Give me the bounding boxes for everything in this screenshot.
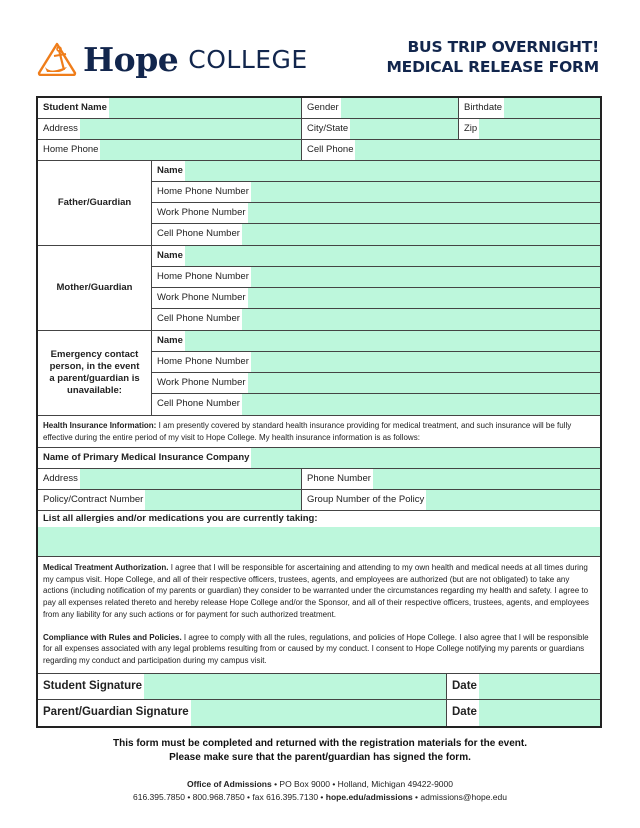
website-link[interactable]: hope.edu/admissions [325, 792, 413, 802]
student-signature-input[interactable] [144, 674, 446, 699]
compliance-heading: Compliance with Rules and Policies. [43, 632, 182, 642]
father-home-phone-row [152, 182, 600, 203]
field-label: Name [152, 161, 185, 181]
father-work-phone-row [152, 203, 600, 224]
policy-number-label: Policy/Contract Number [38, 490, 145, 510]
field-label: Cell Phone Number [152, 224, 242, 245]
city-state-label: City/State [302, 119, 350, 139]
mother-cell-phone-input[interactable] [242, 309, 600, 330]
policy-number-input[interactable] [145, 490, 301, 510]
cell-phone-label: Cell Phone [302, 140, 355, 160]
form-title [386, 37, 599, 77]
emergency-cell-phone-row [152, 394, 600, 415]
legal-terms [38, 557, 600, 674]
insurance-company-row [38, 448, 600, 469]
phone-numbers: 616.395.7850 • 800.968.7850 • fax 616.395.7130 • [132, 792, 326, 802]
group-number-label: Group Number of the Policy [302, 490, 426, 510]
emergency-work-phone-row [152, 373, 600, 394]
treatment-text: I agree that I will be responsible for ascertaining and attending to my own health and medical needs at all times during my campus visit. Hope College, and all of their respective officers, trustees, agents, and employees are authorized (but are not obligated) to take any actions (including notification of my parents or guardian) they consider to be warranted under the circumstances regarding my health and safety. I agree to pay all expenses related thereto and hereby release Hope College and/or the Sponsor, and all of their respective officers, trustees, agents, and employees from any liability for any such actions or for payment for such authorized treatment. [43, 563, 589, 619]
student-name-input[interactable] [109, 98, 301, 118]
form-title-line2: MEDICAL RELEASE FORM [386, 58, 599, 76]
insurance-address-row [38, 469, 600, 490]
home-phone-label: Home Phone [38, 140, 100, 160]
insurance-phone-input[interactable] [373, 469, 600, 489]
student-row-1 [38, 98, 600, 119]
submission-note-line1: This form must be completed and returned with the registration materials for the event. [113, 738, 527, 749]
separator: • [412, 792, 421, 802]
allergies-section [38, 511, 600, 557]
contact-info [0, 778, 640, 804]
emergency-name-row [152, 331, 600, 352]
father-cell-phone-row [152, 224, 600, 245]
compliance-text: I agree to comply with all the rules, regulations, and policies of Hope College. I also agree that I will be responsible for all expenses associated with any legal problems resulting from or caused by my conduct. I consent to Hope College notifying my parents or guardians regarding my conduct and participation during my campus visit. [43, 632, 589, 665]
field-label: Name [152, 331, 185, 351]
student-date-input[interactable] [479, 674, 600, 699]
office-address: • PO Box 9000 • Holland, Michigan 49422-9000 [271, 779, 453, 789]
mother-work-phone-input[interactable] [248, 288, 600, 308]
father-guardian-label: Father/Guardian [38, 161, 152, 245]
city-state-input[interactable] [350, 119, 459, 139]
zip-input[interactable] [479, 119, 600, 139]
emergency-home-phone-row [152, 352, 600, 373]
email-link[interactable]: admissions@hope.edu [420, 792, 507, 802]
mother-home-phone-input[interactable] [251, 267, 600, 287]
parent-signature-row [38, 700, 600, 726]
contact-address-line [0, 778, 640, 791]
student-row-2 [38, 119, 600, 140]
student-row-3 [38, 140, 600, 161]
father-name-input[interactable] [185, 161, 600, 181]
emergency-home-phone-input[interactable] [251, 352, 600, 372]
medical-release-form [36, 96, 602, 728]
student-signature-row [38, 674, 600, 700]
student-name-label: Student Name [38, 98, 109, 118]
field-label: Work Phone Number [152, 373, 248, 393]
emergency-contact-section [38, 331, 600, 416]
birthdate-cell [459, 98, 600, 118]
address-input[interactable] [80, 119, 301, 139]
parent-date-input[interactable] [479, 700, 600, 726]
field-label: Cell Phone Number [152, 394, 242, 415]
birthdate-input[interactable] [504, 98, 600, 118]
address-cell [38, 119, 302, 139]
insurance-address-input[interactable] [80, 469, 301, 489]
cell-phone-input[interactable] [355, 140, 600, 160]
parent-date-label: Date [447, 700, 479, 726]
form-title-line1: BUS TRIP OVERNIGHT! [407, 38, 599, 56]
student-signature-label: Student Signature [38, 674, 144, 699]
gender-label: Gender [302, 98, 341, 118]
health-insurance-info [38, 416, 600, 448]
student-date-label: Date [447, 674, 479, 699]
mother-name-row [152, 246, 600, 267]
father-work-phone-input[interactable] [248, 203, 600, 223]
mother-work-phone-row [152, 288, 600, 309]
emergency-cell-phone-input[interactable] [242, 394, 600, 415]
mother-guardian-section [38, 246, 600, 331]
insurance-phone-label: Phone Number [302, 469, 373, 489]
emergency-name-input[interactable] [185, 331, 600, 351]
father-guardian-section [38, 161, 600, 246]
submission-note [0, 737, 640, 765]
submission-note-line2: Please make sure that the parent/guardian has signed the form. [169, 752, 471, 763]
allergies-textarea[interactable] [38, 527, 600, 556]
father-cell-phone-input[interactable] [242, 224, 600, 245]
health-insurance-heading: Health Insurance Information: [43, 421, 157, 430]
insurance-company-input[interactable] [251, 448, 600, 468]
zip-cell [459, 119, 600, 139]
home-phone-input[interactable] [100, 140, 301, 160]
field-label: Work Phone Number [152, 203, 248, 223]
insurance-company-label: Name of Primary Medical Insurance Company [38, 448, 251, 468]
birthdate-label: Birthdate [459, 98, 504, 118]
field-label: Name [152, 246, 185, 266]
gender-cell [302, 98, 459, 118]
city-state-cell [302, 119, 459, 139]
father-home-phone-input[interactable] [251, 182, 600, 202]
field-label: Work Phone Number [152, 288, 248, 308]
emergency-contact-label: Emergency contact person, in the event a parent/guardian is unavailable: [38, 331, 152, 415]
emergency-work-phone-input[interactable] [248, 373, 600, 393]
logo-wordmark-college: COLLEGE [188, 44, 308, 74]
parent-signature-label: Parent/Guardian Signature [38, 700, 191, 726]
father-name-row [152, 161, 600, 182]
cell-phone-cell [302, 140, 600, 160]
hope-college-logo [37, 39, 308, 79]
gender-input[interactable] [341, 98, 459, 118]
office-name: Office of Admissions [187, 779, 272, 789]
home-phone-cell [38, 140, 302, 160]
treatment-heading: Medical Treatment Authorization. [43, 563, 169, 572]
mother-home-phone-row [152, 267, 600, 288]
allergies-label: List all allergies and/or medications you are currently taking: [38, 511, 600, 527]
mother-name-input[interactable] [185, 246, 600, 266]
field-label: Home Phone Number [152, 182, 251, 202]
mother-guardian-label: Mother/Guardian [38, 246, 152, 330]
mother-cell-phone-row [152, 309, 600, 330]
compliance-policies [43, 632, 595, 667]
logo-wordmark-hope: Hope [83, 39, 179, 79]
contact-phone-line [0, 791, 640, 804]
insurance-policy-row [38, 490, 600, 511]
group-number-input[interactable] [426, 490, 600, 510]
field-label: Home Phone Number [152, 267, 251, 287]
page-header [0, 0, 640, 92]
medical-treatment-authorization [43, 562, 595, 621]
address-label: Address [38, 119, 80, 139]
zip-label: Zip [459, 119, 479, 139]
health-insurance-text: I am presently covered by standard health insurance providing for medical treatment, and such insurance will be fully effective during the entire period of my visit to Hope College. My health insurance information is as follows: [43, 421, 572, 442]
student-name-cell [38, 98, 302, 118]
field-label: Home Phone Number [152, 352, 251, 372]
insurance-address-label: Address [38, 469, 80, 489]
field-label: Cell Phone Number [152, 309, 242, 330]
anchor-triangle-logo-icon [37, 42, 77, 76]
parent-signature-input[interactable] [191, 700, 446, 726]
